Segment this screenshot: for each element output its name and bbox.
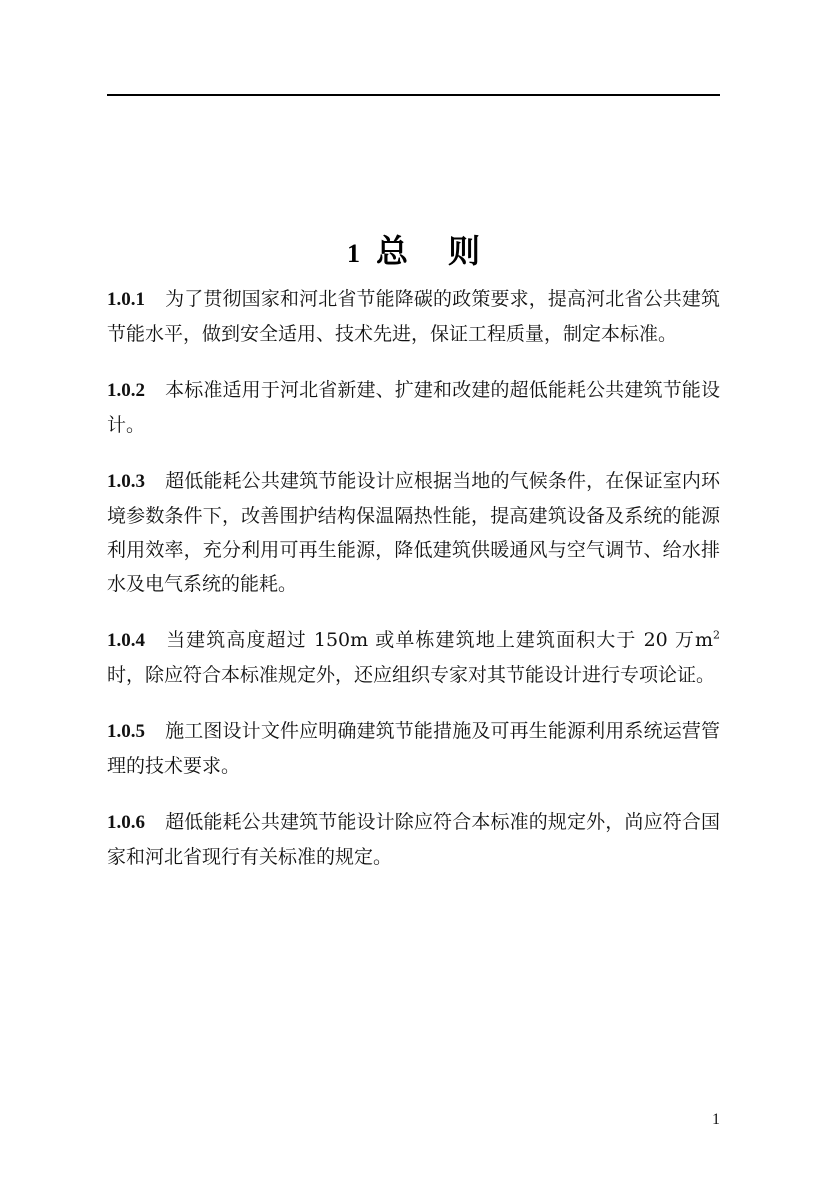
clause-text: 本标准适用于河北省新建、扩建和改建的超低能耗公共建筑节能设计。 — [107, 379, 720, 436]
page-number: 1 — [712, 1111, 720, 1128]
clause-text: 超低能耗公共建筑节能设计应根据当地的气候条件，在保证室内环境参数条件下，改善围护结构保温隔热性能，提高建筑设备及系统的能源利用效率，充分利用可再生能源，降低建筑供暖通风与空气调节、给水排水及电气系统的能耗。 — [107, 470, 720, 595]
clause-1-0-1 — [107, 282, 720, 351]
clause-1-0-4 — [107, 623, 720, 692]
clause-text: 为了贯彻国家和河北省节能降碳的政策要求，提高河北省公共建筑节能水平，做到安全适用、技术先进，保证工程质量，制定本标准。 — [107, 288, 720, 345]
clause-1-0-5 — [107, 714, 720, 783]
clause-text: 施工图设计文件应明确建筑节能措施及可再生能源利用系统运营管理的技术要求。 — [107, 720, 720, 777]
clause-text-before: 当建筑高度超过 150m 或单栋建筑地上建筑面积大于 20 万m — [165, 629, 713, 651]
clause-number: 1.0.2 — [107, 380, 145, 401]
clause-number: 1.0.4 — [107, 630, 145, 651]
clause-1-0-6 — [107, 805, 720, 874]
chapter-number: 1 — [346, 239, 360, 269]
clause-1-0-2 — [107, 373, 720, 442]
clause-list — [107, 282, 720, 896]
clause-number: 1.0.1 — [107, 289, 145, 310]
clause-number: 1.0.5 — [107, 721, 145, 742]
clause-number: 1.0.6 — [107, 812, 145, 833]
chapter-title — [0, 229, 827, 276]
clause-number: 1.0.3 — [107, 471, 145, 492]
clause-1-0-3 — [107, 464, 720, 601]
header-rule — [107, 94, 720, 96]
chapter-name: 总则 — [375, 232, 520, 271]
clause-text: 超低能耗公共建筑节能设计除应符合本标准的规定外，尚应符合国家和河北省现行有关标准的规定。 — [107, 811, 720, 868]
area-unit-superscript: 2 — [713, 628, 720, 642]
clause-text-after: 时，除应符合本标准规定外，还应组织专家对其节能设计进行专项论证。 — [107, 664, 716, 686]
